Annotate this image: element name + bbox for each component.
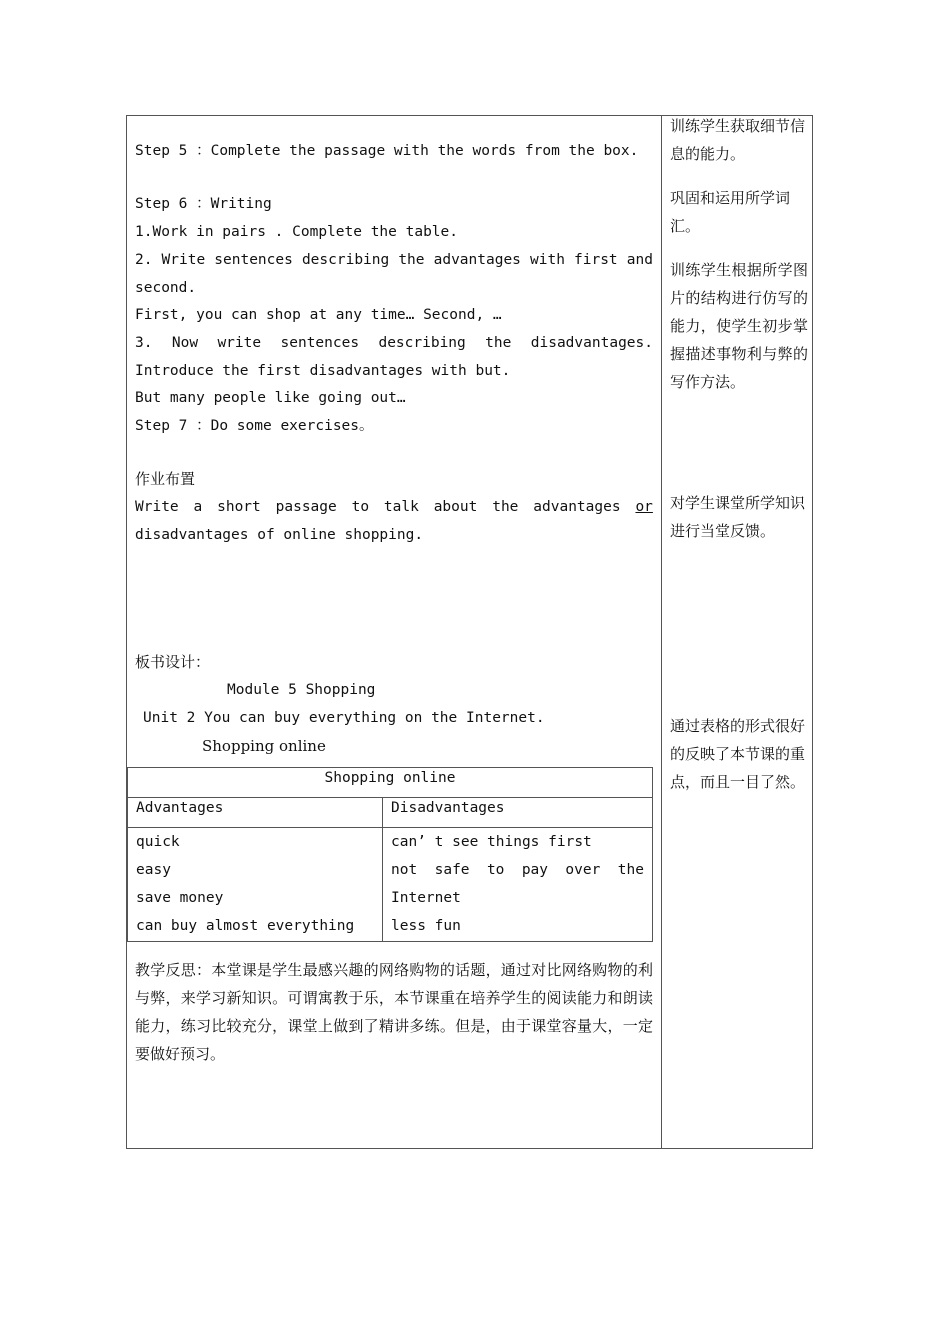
note-vocab: 巩固和运用所学词汇。 <box>670 189 791 235</box>
step6-item2-line1 <box>135 250 653 270</box>
teaching-reflection: 教学反思：本堂课是学生最感兴趣的网络购物的话题，通过对比网络购物的利与弊，来学习新知识。可谓寓教于乐，本节课重在培养学生的阅读能力和朗读能力，练习比较充分，课堂上做到了精讲多练。但是，由于课堂容量大，一定要做好预习。 <box>135 961 653 1063</box>
word: disadvantages. <box>530 335 653 351</box>
homework-title: 作业布置 <box>135 470 196 488</box>
word: with <box>530 252 565 268</box>
col-header-advantages: Advantages <box>128 798 383 828</box>
list-item: save money <box>136 890 224 906</box>
word: short <box>217 499 261 515</box>
word: safe <box>434 862 470 878</box>
word: the <box>398 252 425 268</box>
word: the <box>485 335 512 351</box>
list-item: quick <box>136 834 180 850</box>
list-item: Internet <box>391 890 461 906</box>
step6-heading: Step 6 ：Writing <box>135 196 272 212</box>
word: 3. <box>135 335 153 351</box>
list-item: can’ t see things first <box>391 834 592 850</box>
list-item: less fun <box>391 918 461 934</box>
disadvantages-cell <box>383 828 653 942</box>
col-header-disadvantages: Disadvantages <box>383 798 653 828</box>
word: sentences <box>280 335 360 351</box>
note-feedback: 对学生课堂所学知识进行当堂反馈。 <box>670 494 806 540</box>
word: advantages <box>533 499 621 515</box>
board-module: Module 5 Shopping <box>227 682 376 698</box>
word: not <box>391 862 418 878</box>
word: 2. <box>135 252 153 268</box>
word: passage <box>275 499 337 515</box>
word: to <box>486 862 505 878</box>
word: the <box>617 862 644 878</box>
lesson-plan-frame <box>126 115 813 1149</box>
homework-line2: disadvantages of online shopping. <box>135 527 424 543</box>
word: describing <box>301 252 390 268</box>
word: and <box>626 252 653 268</box>
word: advantages <box>433 252 521 268</box>
step6-item3-line1 <box>135 333 653 353</box>
word: pay <box>521 862 549 878</box>
step7-line: Step 7 ：Do some exercises。 <box>135 418 374 434</box>
list-item: can buy almost everything <box>136 918 355 934</box>
note-detail-info: 训练学生获取细节信息的能力。 <box>670 117 806 163</box>
board-design-title: 板书设计： <box>135 653 211 671</box>
list-item: easy <box>136 862 171 878</box>
step5-line: Step 5 ：Complete the passage with the words from the box. <box>135 143 639 159</box>
advantages-cell <box>128 828 383 942</box>
note-table-summary: 通过表格的形式很好的反映了本节课的重点，而且一目了然。 <box>670 717 806 791</box>
step6-example1: First, you can shop at any time… Second, … <box>135 307 502 323</box>
word: describing <box>378 335 466 351</box>
word: the <box>492 499 519 515</box>
word: Write <box>161 252 206 268</box>
step6-item3-line2: Introduce the first disadvantages with but. <box>135 363 511 379</box>
table-title: Shopping online <box>128 768 653 798</box>
word: first <box>574 252 618 268</box>
word: write <box>217 335 262 351</box>
word: about <box>433 499 478 515</box>
word: talk <box>383 499 419 515</box>
list-item <box>391 856 644 884</box>
word: Now <box>171 335 199 351</box>
step6-item1: 1.Work in pairs . Complete the table. <box>135 224 459 240</box>
step6-item2-line2: second. <box>135 280 197 296</box>
step6-example2: But many people like going out… <box>135 390 406 406</box>
board-subtitle: Shopping online <box>202 737 326 755</box>
homework-line1 <box>135 497 653 517</box>
word: to <box>351 499 370 515</box>
word: over <box>565 862 601 878</box>
word-underlined: or <box>635 499 653 515</box>
word: a <box>193 499 203 515</box>
board-unit: Unit 2 You can buy everything on the Internet. <box>143 710 545 726</box>
column-divider <box>661 116 662 1148</box>
note-writing-method: 训练学生根据所学图片的结构进行仿写的能力，使学生初步掌握描述事物利与弊的写作方法。 <box>670 261 808 391</box>
word: Write <box>135 499 179 515</box>
word: sentences <box>214 252 293 268</box>
summary-table <box>127 767 653 942</box>
